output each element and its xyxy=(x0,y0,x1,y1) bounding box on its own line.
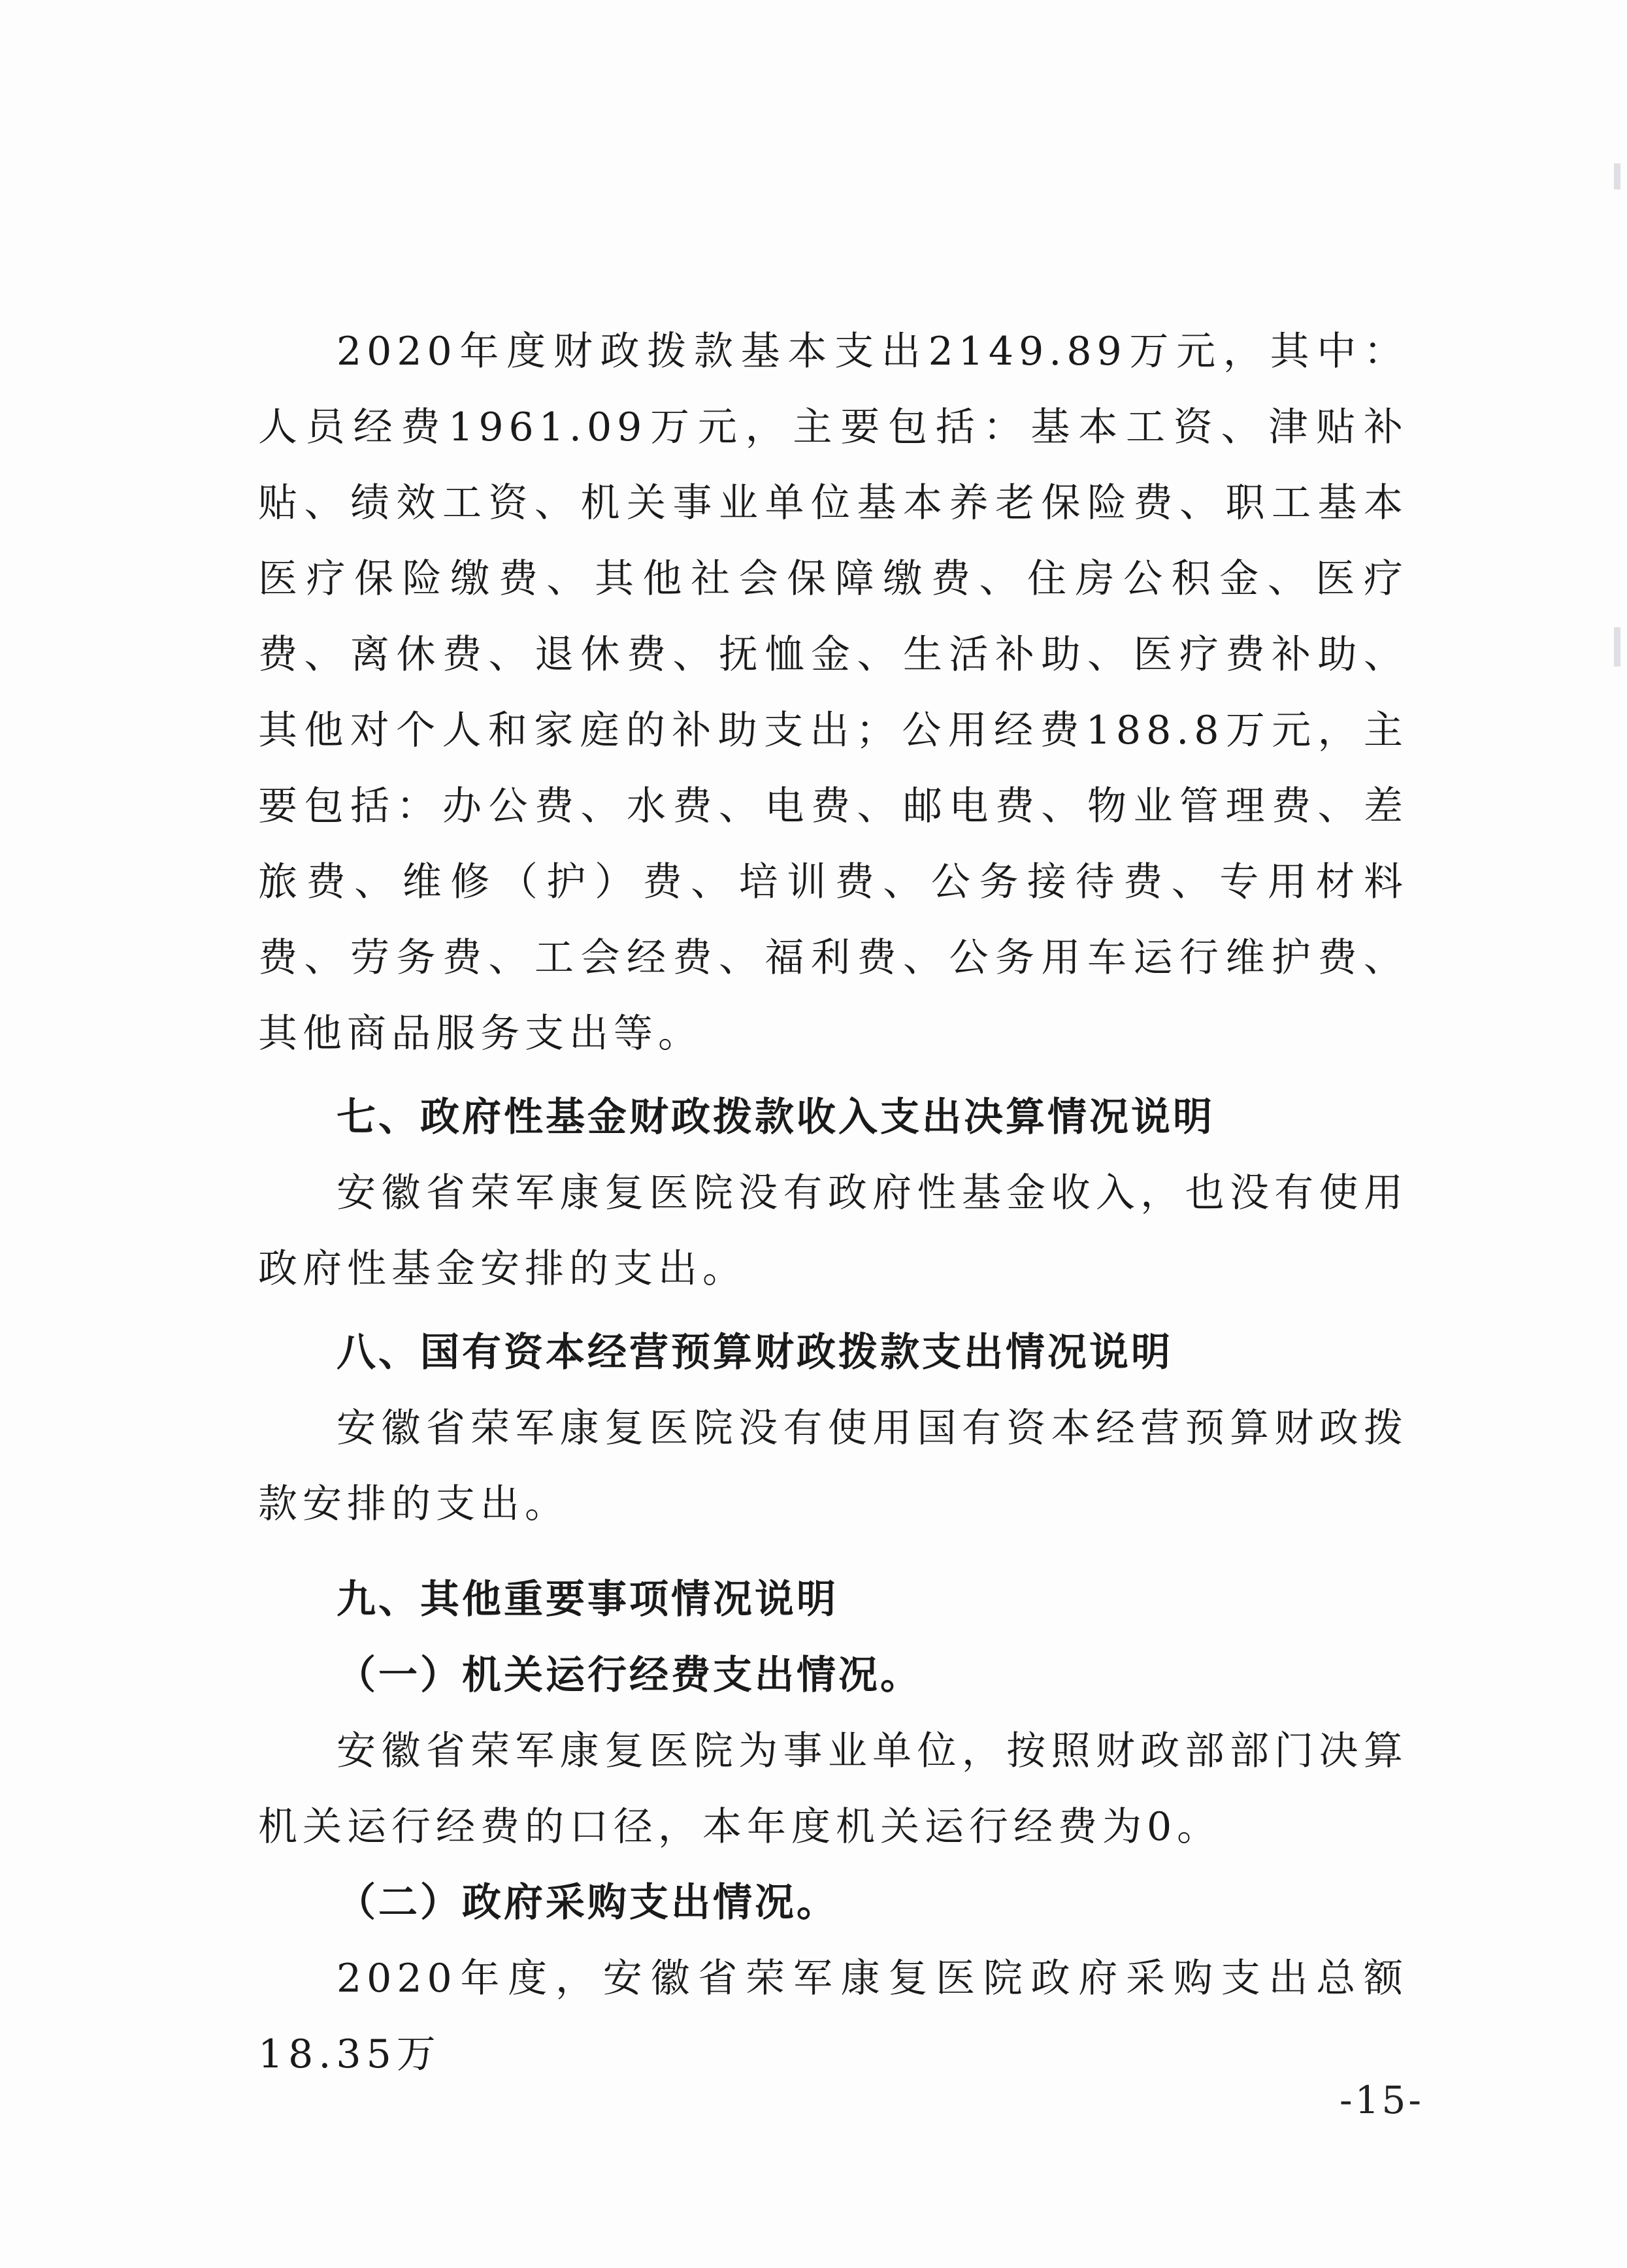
paragraph-operating-expenses: 安徽省荣军康复医院为事业单位，按照财政部部门决算机关运行经费的口径，本年度机关运行经费为0。 xyxy=(258,1728,1408,1850)
section-heading-government-fund: 七、政府性基金财政拨款收入支出决算情况说明 xyxy=(337,1094,1215,1140)
paragraph-government-procurement: 2020年度，安徽省荣军康复医院政府采购支出总额18.35万 xyxy=(258,1956,1408,2077)
scan-edge-mark xyxy=(1614,627,1620,666)
paragraph-basic-expenditure: 2020年度财政拨款基本支出2149.89万元，其中：人员经费1961.09万元，主要包括：基本工资、津贴补贴、绩效工资、机关事业单位基本养老保险费、职工基本医疗保险缴费、其他社会保障缴费、住房公积金、医疗费、离休费、退休费、抚恤金、生活补助、医疗费补助、其他对个人和家庭的补助支出；公用经费188.8万元，主要包括：办公费、水费、电费、邮电费、物业管理费、差旅费、维修（护）费、培训费、公务接待费、专用材料费、劳务费、工会经费、福利费、公务用车运行维护费、其他商品服务支出等。 xyxy=(258,329,1408,1057)
paragraph-state-capital: 安徽省荣军康复医院没有使用国有资本经营预算财政拨款安排的支出。 xyxy=(258,1405,1408,1527)
subheading-government-procurement: （二）政府采购支出情况。 xyxy=(337,1880,838,1926)
paragraph-government-fund: 安徽省荣军康复医院没有政府性基金收入，也没有使用政府性基金安排的支出。 xyxy=(258,1170,1408,1292)
section-heading-state-capital: 八、国有资本经营预算财政拨款支出情况说明 xyxy=(337,1330,1173,1375)
scan-edge-mark xyxy=(1614,163,1620,189)
page-number: -15- xyxy=(1339,2078,1424,2122)
subheading-operating-expenses: （一）机关运行经费支出情况。 xyxy=(337,1652,922,1698)
section-heading-other-matters: 九、其他重要事项情况说明 xyxy=(337,1577,838,1622)
document-body xyxy=(258,314,1408,2092)
